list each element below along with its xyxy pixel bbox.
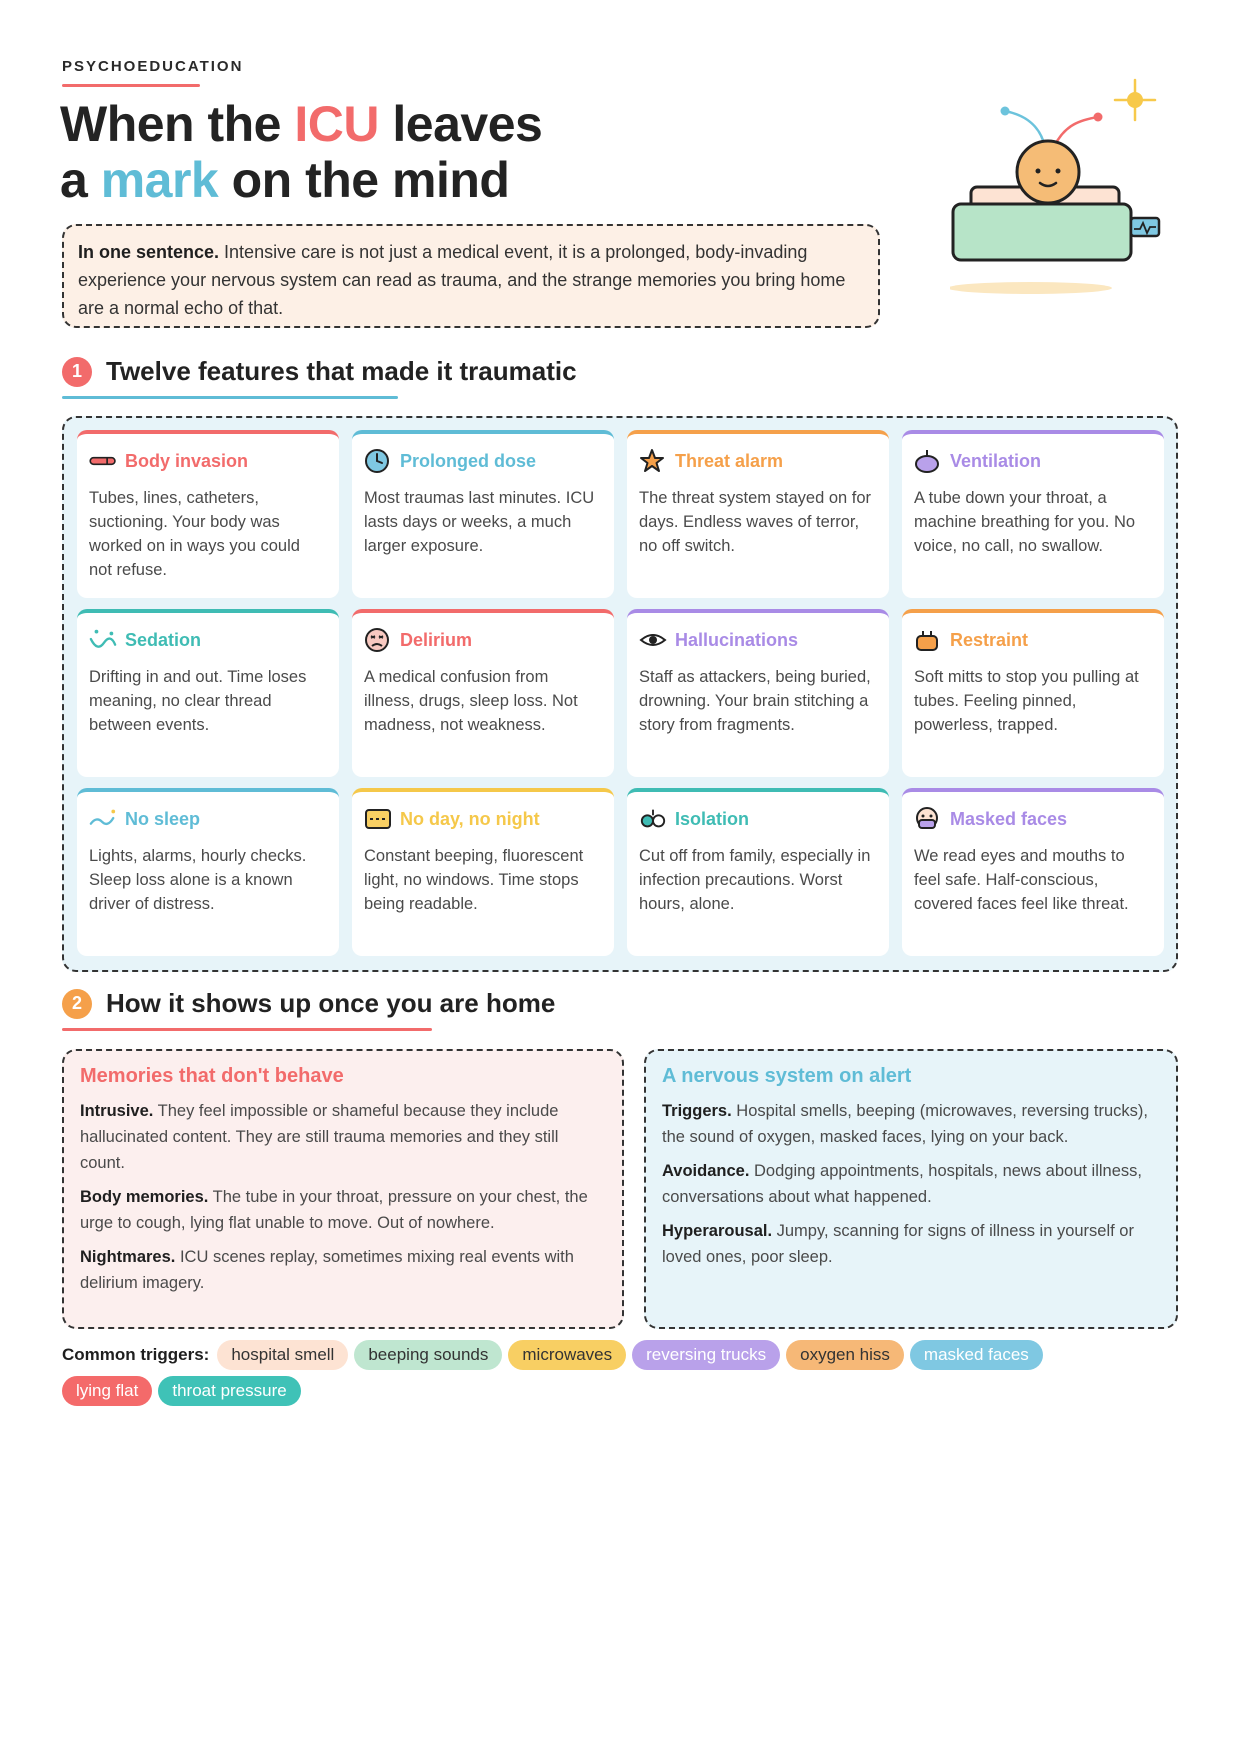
- card-title: Threat alarm: [675, 450, 784, 471]
- feature-card-restraint: [902, 609, 1164, 777]
- card-body: Constant beeping, fluorescent light, no windows. Time stops being readable.: [364, 847, 584, 913]
- trigger-chip: hospital smell: [217, 1340, 348, 1370]
- item-lead: Intrusive.: [80, 1102, 154, 1120]
- feature-card-ventilation: [902, 430, 1164, 598]
- panel-item: [80, 1244, 606, 1296]
- card-title: No day, no night: [400, 808, 540, 829]
- section-1-header: [62, 356, 577, 387]
- trigger-chip: beeping sounds: [354, 1340, 502, 1370]
- item-text: Jumpy, scanning for signs of illness in yourself or loved ones, poor sleep.: [662, 1222, 1134, 1266]
- item-text: The tube in your throat, pressure on your chest, the urge to cough, lying flat unable to move. Out of nowhere.: [80, 1188, 588, 1232]
- bed-blanket: [953, 204, 1131, 260]
- card-title: Hallucinations: [675, 629, 799, 650]
- feature-card-no-day-no-night: [352, 788, 614, 956]
- mitt-icon: [914, 627, 942, 653]
- eyebrow-underline: [62, 84, 200, 87]
- card-body: Drifting in and out. Time loses meaning, no clear thread between events.: [89, 668, 307, 734]
- item-text: They feel impossible or shameful because they include hallucinated content. They are still trauma memories and they still count.: [80, 1102, 559, 1172]
- card-body: Most traumas last minutes. ICU lasts days or weeks, a much larger exposure.: [364, 489, 595, 555]
- window-icon: [364, 806, 392, 832]
- feature-card-body-invasion: [77, 430, 339, 598]
- item-lead: Avoidance.: [662, 1162, 750, 1180]
- trigger-chip: oxygen hiss: [786, 1340, 904, 1370]
- trigger-chip: reversing trucks: [632, 1340, 780, 1370]
- item-lead: Body memories.: [80, 1188, 209, 1206]
- card-title: Ventilation: [950, 450, 1042, 471]
- masked-face-icon: [914, 806, 942, 832]
- feature-card-hallucinations: [627, 609, 889, 777]
- section-2-header: [62, 988, 555, 1019]
- feature-card-no-sleep: [77, 788, 339, 956]
- trigger-chip: throat pressure: [158, 1376, 300, 1406]
- card-body: A tube down your throat, a machine breathing for you. No voice, no call, no swallow.: [914, 489, 1136, 555]
- title-part: leaves: [378, 96, 543, 152]
- title-highlight-mark: mark: [100, 152, 219, 208]
- bed-shadow: [950, 282, 1112, 294]
- card-body: We read eyes and mouths to feel safe. Half-conscious, covered faces feel like threat.: [914, 847, 1129, 913]
- sleep-wave-icon: [89, 806, 117, 832]
- card-title: Delirium: [400, 629, 473, 650]
- card-title: Masked faces: [950, 808, 1068, 829]
- eye-icon: [639, 627, 667, 653]
- summary-box: [62, 224, 880, 328]
- sedation-wave-icon: [89, 627, 117, 653]
- panel-item: [662, 1218, 1160, 1270]
- card-title: Prolonged dose: [400, 450, 537, 471]
- card-title: Body invasion: [125, 450, 249, 471]
- title-part: on the mind: [218, 152, 510, 208]
- card-title: Sedation: [125, 629, 202, 650]
- card-body: Lights, alarms, hourly checks. Sleep loss alone is a known driver of distress.: [89, 847, 307, 913]
- card-body: Tubes, lines, catheters, suctioning. Your body was worked on in ways you could not refuse.: [89, 489, 300, 579]
- star-icon: [639, 448, 667, 474]
- card-body: Soft mitts to stop you pulling at tubes. Feeling pinned, powerless, trapped.: [914, 668, 1139, 734]
- panel-item: [662, 1098, 1160, 1150]
- section-1-title: Twelve features that made it traumatic: [106, 356, 577, 386]
- card-title: No sleep: [125, 808, 201, 829]
- trigger-chip: microwaves: [508, 1340, 626, 1370]
- nervous-system-panel: [644, 1049, 1178, 1329]
- section-1-underline: [62, 396, 398, 399]
- title-part: a: [60, 152, 101, 208]
- section-1-number: 1: [62, 357, 92, 387]
- panel-title: A nervous system on alert: [662, 1065, 912, 1087]
- summary-text: Intensive care is not just a medical event, it is a prolonged, body-invading experience your nervous system can read as trauma, and the strange memories you bring home are a normal echo of that.: [78, 242, 846, 318]
- panel-title: Memories that don't behave: [80, 1065, 344, 1087]
- section-2-title: How it shows up once you are home: [106, 988, 556, 1018]
- memories-panel: [62, 1049, 624, 1329]
- page-title: [60, 96, 542, 208]
- feature-card-isolation: [627, 788, 889, 956]
- item-text: Dodging appointments, hospitals, news about illness, conversations about what happened.: [662, 1162, 1142, 1206]
- title-highlight-icu: ICU: [294, 96, 379, 152]
- eyebrow: PSYCHOEDUCATION: [62, 58, 244, 75]
- isolation-icon: [639, 806, 667, 832]
- item-text: ICU scenes replay, sometimes mixing real events with delirium imagery.: [80, 1248, 574, 1292]
- panel-item: [80, 1184, 606, 1236]
- patient-head: [1017, 141, 1079, 203]
- item-text: Hospital smells, beeping (microwaves, reversing trucks), the sound of oxygen, masked faces, lying on your back.: [662, 1102, 1149, 1146]
- title-part: When the: [60, 96, 295, 152]
- section-2-number: 2: [62, 989, 92, 1019]
- common-triggers: [62, 1340, 1178, 1412]
- card-body: Cut off from family, especially in infection precautions. Worst hours, alone.: [639, 847, 871, 913]
- card-body: Staff as attackers, being buried, drowning. Your brain stitching a story from fragments.: [639, 668, 871, 734]
- feature-card-sedation: [77, 609, 339, 777]
- confused-face-icon: [364, 627, 392, 653]
- card-body: The threat system stayed on for days. Endless waves of terror, no off switch.: [639, 489, 872, 555]
- iv-line-red: [1055, 117, 1098, 145]
- ventilator-icon: [914, 448, 942, 474]
- panel-item: [80, 1098, 606, 1176]
- card-title: Restraint: [950, 629, 1029, 650]
- item-lead: Nightmares.: [80, 1248, 176, 1266]
- feature-card-delirium: [352, 609, 614, 777]
- item-lead: Triggers.: [662, 1102, 732, 1120]
- section-2-underline: [62, 1028, 432, 1031]
- catheter-icon: [89, 448, 117, 474]
- sparkle-icon: [1115, 80, 1155, 120]
- trigger-chip: lying flat: [62, 1376, 152, 1406]
- features-grid: [62, 416, 1178, 972]
- card-title: Isolation: [675, 808, 750, 829]
- triggers-label: Common triggers:: [62, 1345, 210, 1364]
- feature-card-masked-faces: [902, 788, 1164, 956]
- summary-lead: In one sentence.: [78, 242, 220, 262]
- feature-card-prolonged-dose: [352, 430, 614, 598]
- panel-item: [662, 1158, 1160, 1210]
- trigger-chip: masked faces: [910, 1340, 1043, 1370]
- patient-in-bed-illustration: [950, 70, 1180, 310]
- feature-card-threat-alarm: [627, 430, 889, 598]
- item-lead: Hyperarousal.: [662, 1222, 773, 1240]
- clock-icon: [364, 448, 392, 474]
- card-body: A medical confusion from illness, drugs, sleep loss. Not madness, not weakness.: [364, 668, 578, 734]
